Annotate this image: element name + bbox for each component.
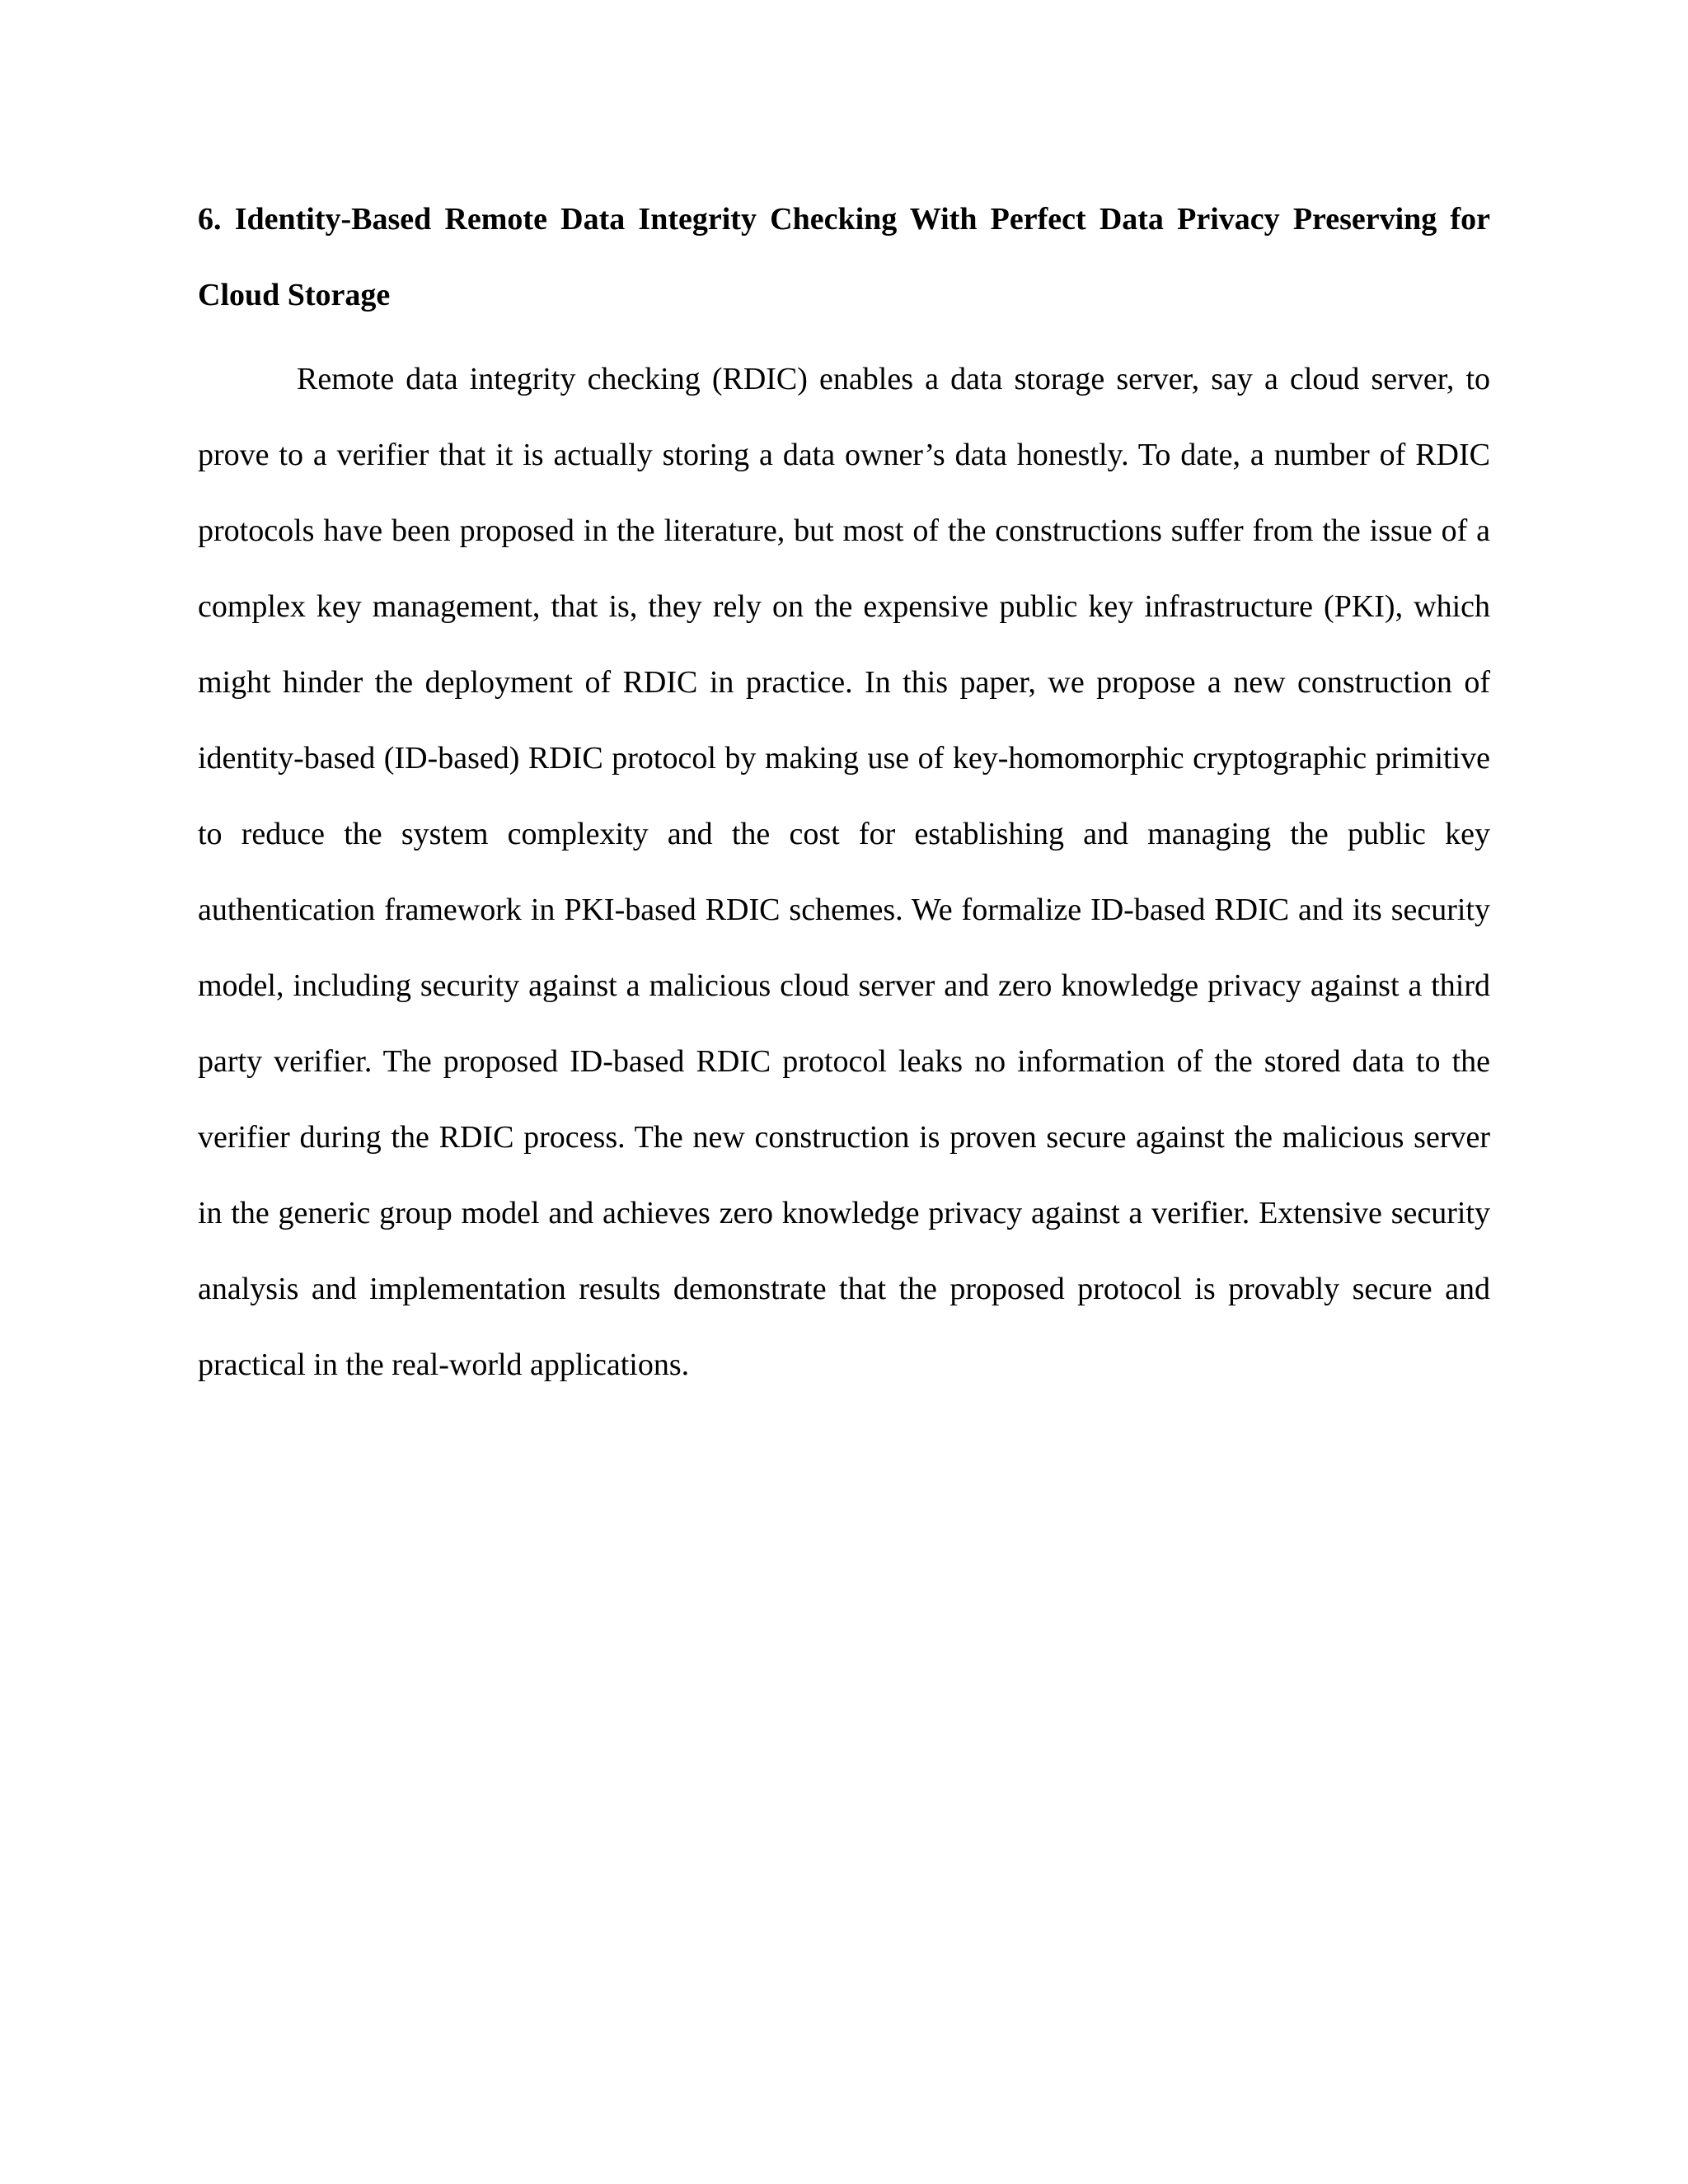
section-title: 6. Identity-Based Remote Data Integrity Checking With Perfect Data Privacy Preserving for Cloud Storage [198,202,1490,312]
abstract-paragraph: Remote data integrity checking (RDIC) enables a data storage server, say a cloud server, to prove to a verifier that it is actually storing a data owner’s data honestly. To date, a number of RDIC protocols have been proposed in the literature, but most of the constructions suffer from the issue of a complex key management, that is, they rely on the expensive public key infrastructure (PKI), which might hinder the deployment of RDIC in practice. In this paper, we propose a new construction of identity-based (ID-based) RDIC protocol by making use of key-homomorphic cryptographic primitive to reduce the system complexity and the cost for establishing and managing the public key authentication framework in PKI-based RDIC schemes. We formalize ID-based RDIC and its security model, including security against a malicious cloud server and zero knowledge privacy against a third party verifier. The proposed ID-based RDIC protocol leaks no information of the stored data to the verifier during the RDIC process. The new construction is proven secure against the malicious server in the generic group model and achieves zero knowledge privacy against a verifier. Extensive security analysis and implementation results demonstrate that the proposed protocol is provably secure and practical in the real-world applications. [198,362,1490,1382]
document-content [198,181,1490,1403]
